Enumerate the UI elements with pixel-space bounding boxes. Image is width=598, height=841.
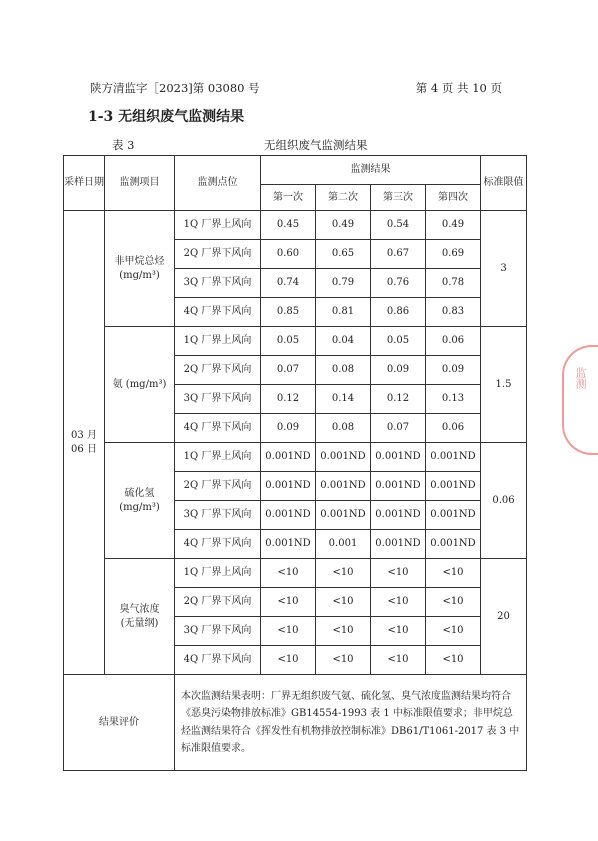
result-value: <10 bbox=[426, 617, 481, 646]
monitoring-point: 2Q 厂界下风向 bbox=[175, 588, 261, 617]
monitoring-point: 4Q 厂界下风向 bbox=[175, 298, 261, 327]
evaluation-label: 结果评价 bbox=[64, 675, 175, 771]
result-value: <10 bbox=[426, 588, 481, 617]
standard-limit: 20 bbox=[481, 559, 527, 675]
monitoring-item: 氨 (mg/m³) bbox=[105, 327, 175, 443]
result-value: 0.09 bbox=[371, 356, 426, 385]
header-point: 监测点位 bbox=[175, 156, 261, 211]
result-value: 0.001ND bbox=[371, 443, 426, 472]
result-value: 0.83 bbox=[426, 298, 481, 327]
monitoring-point: 1Q 厂界上风向 bbox=[175, 559, 261, 588]
result-value: 0.07 bbox=[261, 356, 316, 385]
result-value: 0.04 bbox=[316, 327, 371, 356]
header-limit: 标准限值 bbox=[481, 156, 527, 211]
result-value: 0.14 bbox=[316, 385, 371, 414]
result-value: 0.13 bbox=[426, 385, 481, 414]
header-item: 监测项目 bbox=[105, 156, 175, 211]
monitoring-item: 硫化氢 (mg/m³) bbox=[105, 443, 175, 559]
table-row bbox=[64, 443, 527, 472]
result-value: <10 bbox=[316, 646, 371, 675]
result-value: 0.49 bbox=[426, 211, 481, 240]
result-value: 0.001ND bbox=[316, 501, 371, 530]
monitoring-point: 1Q 厂界上风向 bbox=[175, 443, 261, 472]
monitoring-point: 2Q 厂界下风向 bbox=[175, 356, 261, 385]
result-value: 0.69 bbox=[426, 240, 481, 269]
result-value: 0.09 bbox=[426, 356, 481, 385]
section-title: 1-3 无组织废气监测结果 bbox=[88, 109, 245, 125]
result-value: 0.07 bbox=[371, 414, 426, 443]
result-value: 0.86 bbox=[371, 298, 426, 327]
monitoring-point: 4Q 厂界下风向 bbox=[175, 530, 261, 559]
standard-limit: 3 bbox=[481, 211, 527, 327]
monitoring-item: 非甲烷总烃 (mg/m³) bbox=[105, 211, 175, 327]
result-value: <10 bbox=[316, 617, 371, 646]
result-value: 0.001ND bbox=[316, 472, 371, 501]
result-value: 0.12 bbox=[371, 385, 426, 414]
result-value: <10 bbox=[261, 588, 316, 617]
result-value: 0.79 bbox=[316, 269, 371, 298]
result-value: <10 bbox=[261, 617, 316, 646]
table-caption bbox=[112, 137, 492, 153]
result-value: 0.001ND bbox=[371, 472, 426, 501]
result-value: <10 bbox=[426, 646, 481, 675]
monitoring-point: 2Q 厂界下风向 bbox=[175, 240, 261, 269]
result-value: <10 bbox=[371, 588, 426, 617]
result-value: 0.001 bbox=[316, 530, 371, 559]
result-value: 0.06 bbox=[426, 414, 481, 443]
standard-limit: 0.06 bbox=[481, 443, 527, 559]
monitoring-point: 1Q 厂界上风向 bbox=[175, 327, 261, 356]
result-value: 0.08 bbox=[316, 414, 371, 443]
result-value: <10 bbox=[316, 588, 371, 617]
results-table bbox=[63, 155, 527, 771]
result-value: 0.05 bbox=[261, 327, 316, 356]
result-value: 0.60 bbox=[261, 240, 316, 269]
result-value: 0.12 bbox=[261, 385, 316, 414]
result-value: 0.001ND bbox=[261, 501, 316, 530]
result-value: <10 bbox=[371, 617, 426, 646]
result-value: 0.45 bbox=[261, 211, 316, 240]
table-row bbox=[64, 211, 527, 240]
result-value: 0.08 bbox=[316, 356, 371, 385]
table-label: 表 3 bbox=[112, 138, 135, 152]
header-run-3: 第三次 bbox=[371, 185, 426, 211]
result-value: 0.06 bbox=[426, 327, 481, 356]
table-title: 无组织废气监测结果 bbox=[264, 138, 368, 152]
result-value: 0.001ND bbox=[426, 472, 481, 501]
monitoring-point: 3Q 厂界下风向 bbox=[175, 501, 261, 530]
result-value: 0.001ND bbox=[316, 443, 371, 472]
result-value: 0.49 bbox=[316, 211, 371, 240]
monitoring-point: 4Q 厂界下风向 bbox=[175, 414, 261, 443]
result-value: 0.001ND bbox=[261, 443, 316, 472]
seal-stamp: 监测 bbox=[562, 345, 598, 455]
result-value: <10 bbox=[426, 559, 481, 588]
result-value: <10 bbox=[371, 646, 426, 675]
result-value: 0.76 bbox=[371, 269, 426, 298]
result-value: 0.54 bbox=[371, 211, 426, 240]
page-info: 第 4 页 共 10 页 bbox=[415, 81, 502, 95]
monitoring-point: 3Q 厂界下风向 bbox=[175, 385, 261, 414]
result-value: 0.001ND bbox=[426, 443, 481, 472]
page-header bbox=[90, 80, 502, 96]
result-value: 0.09 bbox=[261, 414, 316, 443]
evaluation-text: 本次监测结果表明：厂界无组织废气氨、硫化氢、臭气浓度监测结果均符合《恶臭污染物排放标准》GB14554-1993 表 1 中标准限值要求；非甲烷总烃监测结果符合《挥发性有机物排放控制标准》DB61/T1061-2017 表 3 中标准限值要求。 bbox=[175, 675, 527, 771]
monitoring-point: 1Q 厂界上风向 bbox=[175, 211, 261, 240]
result-value: 0.05 bbox=[371, 327, 426, 356]
monitoring-point: 3Q 厂界下风向 bbox=[175, 617, 261, 646]
header-run-2: 第二次 bbox=[316, 185, 371, 211]
result-value: 0.67 bbox=[371, 240, 426, 269]
result-value: 0.65 bbox=[316, 240, 371, 269]
result-value: 0.85 bbox=[261, 298, 316, 327]
result-value: 0.001ND bbox=[426, 530, 481, 559]
report-number: 陕方清监字［2023]第 03080 号 bbox=[90, 81, 260, 95]
sampling-date: 03 月 06 日 bbox=[64, 211, 105, 675]
result-value: <10 bbox=[316, 559, 371, 588]
table-row bbox=[64, 559, 527, 588]
header-run-1: 第一次 bbox=[261, 185, 316, 211]
header-date: 采样日期 bbox=[64, 156, 105, 211]
result-value: 0.001ND bbox=[371, 501, 426, 530]
result-value: 0.78 bbox=[426, 269, 481, 298]
result-value: 0.001ND bbox=[371, 530, 426, 559]
result-value: <10 bbox=[371, 559, 426, 588]
result-value: 0.001ND bbox=[261, 472, 316, 501]
result-value: 0.001ND bbox=[261, 530, 316, 559]
result-value: 0.74 bbox=[261, 269, 316, 298]
monitoring-item: 臭气浓度 (无量纲) bbox=[105, 559, 175, 675]
monitoring-point: 2Q 厂界下风向 bbox=[175, 472, 261, 501]
standard-limit: 1.5 bbox=[481, 327, 527, 443]
monitoring-point: 3Q 厂界下风向 bbox=[175, 269, 261, 298]
result-value: 0.81 bbox=[316, 298, 371, 327]
monitoring-point: 4Q 厂界下风向 bbox=[175, 646, 261, 675]
result-value: 0.001ND bbox=[426, 501, 481, 530]
header-result: 监测结果 bbox=[261, 156, 481, 185]
result-value: <10 bbox=[261, 646, 316, 675]
header-run-4: 第四次 bbox=[426, 185, 481, 211]
evaluation-row bbox=[64, 675, 527, 771]
table-row bbox=[64, 327, 527, 356]
result-value: <10 bbox=[261, 559, 316, 588]
